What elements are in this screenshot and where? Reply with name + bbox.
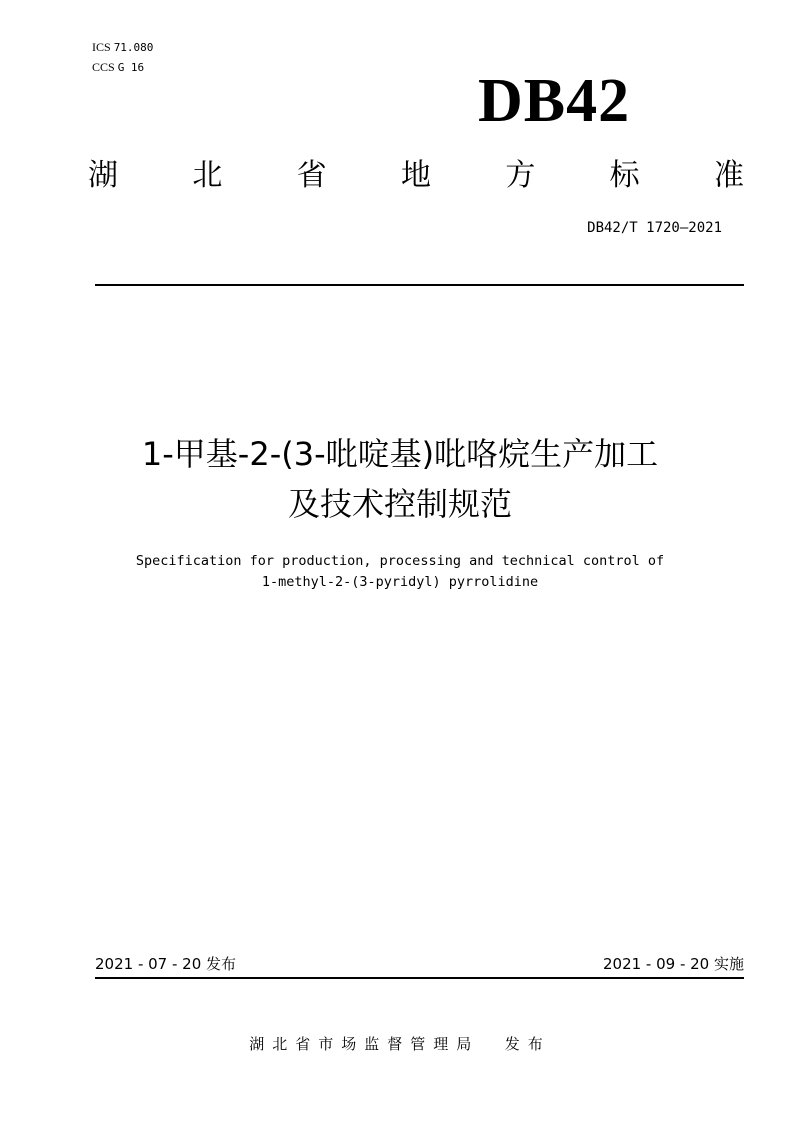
title-char: 北 — [192, 158, 223, 193]
ics-label: ICS — [92, 40, 111, 54]
chinese-title-line-1: 1-甲基-2-(3-吡啶基)吡咯烷生产加工 — [141, 435, 659, 473]
chinese-title-line-2: 及技术控制规范 — [287, 485, 512, 523]
issue-date: 2021 - 07 - 20 发布 — [95, 955, 237, 973]
title-char: 湖 — [88, 158, 118, 193]
ccs-classification — [92, 60, 144, 75]
db42-logo: DB42 — [478, 67, 631, 135]
ics-classification — [92, 40, 153, 55]
title-char: 准 — [713, 158, 744, 193]
title-char: 省 — [296, 158, 327, 193]
english-title-line-1: Specification for production, processing and technical control of — [135, 553, 665, 569]
standard-type-title — [88, 156, 744, 196]
title-char: 地 — [400, 158, 431, 193]
standard-number: DB42/T 1720—2021 — [587, 220, 722, 236]
ics-code: 71.080 — [113, 41, 154, 54]
ccs-label: CCS — [92, 60, 115, 74]
title-char: 标 — [609, 158, 640, 193]
top-divider — [95, 284, 744, 286]
bottom-divider — [95, 977, 744, 979]
ccs-code: G 16 — [117, 61, 145, 74]
implementation-date: 2021 - 09 - 20 实施 — [602, 955, 744, 973]
title-char: 方 — [505, 158, 536, 193]
publisher: 湖北省市场监督管理局 发布 — [249, 1035, 551, 1053]
english-title-line-2: 1-methyl-2-(3-pyridyl) pyrrolidine — [261, 574, 539, 590]
